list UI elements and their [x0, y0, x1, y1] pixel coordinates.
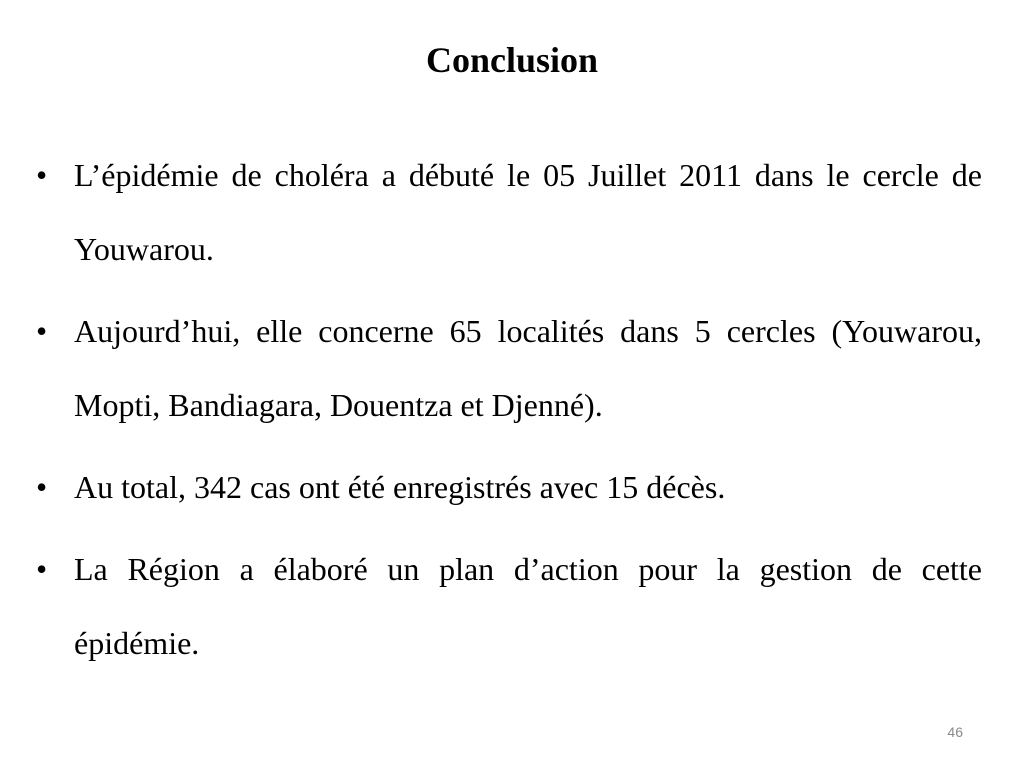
bullet-item	[36, 138, 982, 286]
bullet-text: La Région a élaboré un plan d’action pour la gestion de cette épidémie.	[74, 551, 982, 661]
bullet-dot-icon: •	[36, 469, 48, 505]
page-number: 46	[947, 724, 963, 740]
bullet-dot-icon: •	[36, 157, 48, 193]
bullet-dot-icon: •	[36, 551, 48, 587]
bullet-text: Aujourd’hui, elle concerne 65 localités dans 5 cercles (Youwarou, Mopti, Bandiagara, Douentza et Djenné).	[74, 313, 982, 423]
bullet-dot-icon: •	[36, 313, 48, 349]
bullet-item	[36, 450, 982, 524]
bullet-item	[36, 294, 982, 442]
slide-title: Conclusion	[425, 40, 599, 80]
bullet-text: L’épidémie de choléra a débuté le 05 Juillet 2011 dans le cercle de Youwarou.	[74, 157, 982, 267]
bullet-text: Au total, 342 cas ont été enregistrés avec 15 décès.	[74, 469, 726, 505]
bullet-item	[36, 532, 982, 680]
bullet-list	[36, 138, 982, 688]
